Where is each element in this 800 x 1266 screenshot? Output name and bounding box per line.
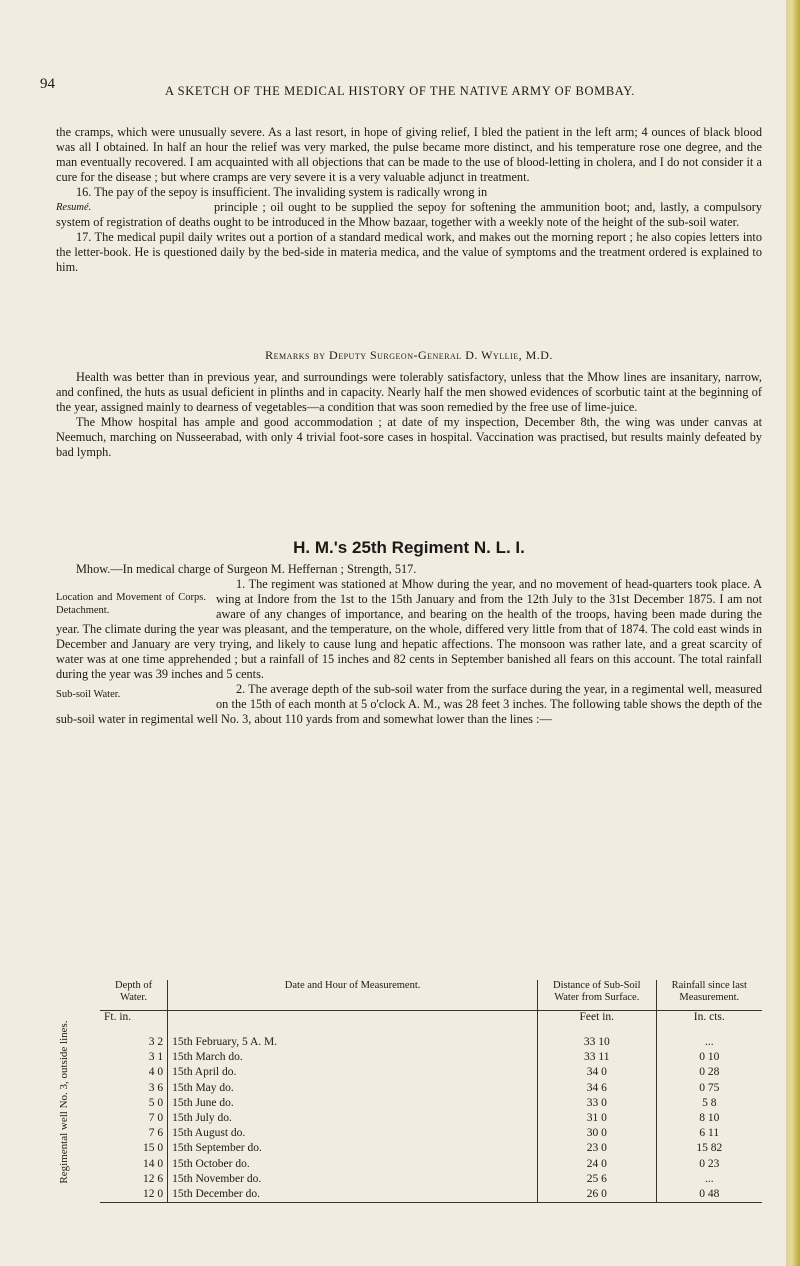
paragraph-reg-2: [56, 682, 762, 727]
body-block-regiment: [56, 562, 762, 727]
header-depth: Depth of Water.: [100, 980, 168, 1011]
table-row: [100, 1141, 762, 1156]
margin-note-resume: Resumé.: [56, 202, 92, 213]
table-row: [100, 1081, 762, 1096]
cell-depth: 12 6: [100, 1172, 168, 1187]
cell-depth: 3 1: [100, 1050, 168, 1065]
cell-rainfall: 0 75: [699, 1081, 720, 1094]
page-number: 94: [40, 76, 55, 92]
cell-depth: 3 6: [100, 1081, 168, 1096]
cell-date: 15th July do.: [168, 1111, 538, 1126]
paragraph-reg-1: [56, 577, 762, 682]
cell-rainfall: 0 23: [699, 1157, 720, 1170]
remarks-paragraph-2: The Mhow hospital has ample and good accommodation ; at date of my inspection, December 8th, the wing was under canvas at Neemuch, marching on Nusseerabad, with only 4 trivial foot-sore cases in hospital. Vaccination was practised, but results mainly defeated by bad lymph.: [56, 415, 762, 459]
cell-rainfall: 8 10: [699, 1112, 720, 1125]
cell-distance: 30 0: [538, 1126, 657, 1141]
cell-date: 15th May do.: [168, 1081, 538, 1096]
cell-distance: 25 6: [538, 1172, 657, 1187]
page-header: [40, 76, 760, 104]
cell-distance: 34 0: [538, 1065, 657, 1080]
cell-distance: 33 0: [538, 1096, 657, 1111]
subsoil-water-table: [100, 980, 762, 1207]
cell-rainfall: ...: [704, 1172, 714, 1185]
page-edge: [786, 0, 800, 1266]
cell-rainfall: 15 82: [696, 1142, 723, 1155]
table-row: [100, 1187, 762, 1203]
unit-distance: Feet in.: [538, 1011, 657, 1036]
paragraph-cramps: the cramps, which were unusually severe. As a last resort, in hope of giving relief, I bled the patient in the left arm; 4 ounces of black blood was all I obtained. In half an hour the relief was very marked, the pulse became more distinct, and his temperature rose one degree, and the man eventually recovered. I am acquainted with all objections that can be made to the use of blood-letting in cholera, and I do not consider it a cure for the disease ; but where cramps are very severe it is a very valuable adjunct in treatment.: [56, 125, 762, 184]
unit-rainfall: In. cts.: [693, 1011, 725, 1023]
cell-date: 15th September do.: [168, 1141, 538, 1156]
cell-distance: 24 0: [538, 1157, 657, 1172]
table-bottom-rule: [100, 1203, 762, 1208]
cell-rainfall: 6 11: [699, 1127, 720, 1140]
cell-rainfall: 5 8: [702, 1096, 717, 1109]
cell-date: 15th August do.: [168, 1126, 538, 1141]
cell-date: 15th February, 5 A. M.: [168, 1035, 538, 1050]
cell-rainfall: ...: [704, 1036, 714, 1048]
header-distance: Distance of Sub-Soil Water from Surface.: [538, 980, 657, 1011]
running-title: A SKETCH OF THE MEDICAL HISTORY OF THE NATIVE ARMY OF BOMBAY.: [165, 84, 635, 98]
cell-depth: 12 0: [100, 1187, 168, 1203]
paragraph-reg-1-text: 1. The regiment was stationed at Mhow during the year, and no movement of head-quarters took place. A wing at Indore from the 1st to the 15th January and from the 12th July to the 31st December 1875. I am not aware of any changes of importance, and bearing on the health of the troops, having been made during the year. The climate during the year was pleasant, and the temperature, on the whole, differed very little from that of 1874. The cold east winds in December and January are very trying, and likely to cause lung and hepatic affections. The monsoon was rather late, and a great scarcity of water was at one time apprehended ; but a rainfall of 15 inches and 82 cents in September banished all fears on this account. The total rainfall during the year was 39 inches and 5 cents.: [56, 577, 762, 681]
paragraph-16-a: 16. The pay of the sepoy is insufficient. The invaliding system is radically wrong in: [76, 185, 488, 199]
cell-rainfall: 0 48: [699, 1188, 720, 1201]
table-side-label: Regimental well No. 3, outside lines.: [58, 1020, 70, 1184]
cell-depth: 14 0: [100, 1157, 168, 1172]
margin-note-location: Location and Movement of Corps. Detachment.: [56, 592, 206, 616]
table-row: [100, 1126, 762, 1141]
header-date: Date and Hour of Measurement.: [168, 980, 538, 1011]
cell-distance: 26 0: [538, 1187, 657, 1203]
table-row: [100, 1065, 762, 1080]
body-block-remarks: [56, 370, 762, 460]
cell-rainfall: 0 28: [699, 1066, 720, 1079]
paragraph-reg-2-text: 2. The average depth of the sub-soil water from the surface during the year, in a regimental well, measured on the 15th of each month at 5 o'clock A. M., was 28 feet 3 inches. The following table shows the depth of the sub-soil water in regimental well No. 3, about 110 yards from and somewhat lower than the lines :—: [56, 682, 762, 726]
table-row: [100, 1050, 762, 1065]
margin-note-subsoil: Sub-soil Water.: [56, 689, 121, 700]
cell-date: 15th December do.: [168, 1187, 538, 1203]
paragraph-16-b: [56, 200, 762, 230]
unit-depth: Ft. in.: [100, 1011, 168, 1036]
cell-distance: 33 11: [538, 1050, 657, 1065]
cell-depth: 4 0: [100, 1065, 168, 1080]
cell-date: 15th March do.: [168, 1050, 538, 1065]
cell-distance: 33 10: [538, 1035, 657, 1050]
body-block-1: [56, 125, 762, 275]
cell-depth: 5 0: [100, 1096, 168, 1111]
paragraph-16-b-text: principle ; oil ought to be supplied the sepoy for softening the ammunition boot; and, lastly, a compulsory system of registration of deaths ought to be introduced in the Mhow bazaar, together with a weekly note of the height of the sub-soil water.: [56, 200, 762, 229]
cell-depth: 7 0: [100, 1111, 168, 1126]
table-row: [100, 1157, 762, 1172]
mhow-line: Mhow.—In medical charge of Surgeon M. Heffernan ; Strength, 517.: [76, 562, 417, 576]
table-row: [100, 1096, 762, 1111]
cell-date: 15th November do.: [168, 1172, 538, 1187]
cell-date: 15th June do.: [168, 1096, 538, 1111]
remarks-heading: Remarks by Deputy Surgeon-General D. Wyllie, M.D.: [265, 348, 553, 362]
regiment-heading: H. M.'s 25th Regiment N. L. I.: [293, 538, 525, 557]
cell-depth: 7 6: [100, 1126, 168, 1141]
cell-distance: 34 6: [538, 1081, 657, 1096]
cell-depth: 3 2: [100, 1035, 168, 1050]
cell-distance: 31 0: [538, 1111, 657, 1126]
header-rainfall: Rainfall since last Measurement.: [656, 980, 762, 1011]
table-row: [100, 1035, 762, 1050]
table-row: [100, 1111, 762, 1126]
cell-depth: 15 0: [100, 1141, 168, 1156]
cell-distance: 23 0: [538, 1141, 657, 1156]
remarks-paragraph-1: Health was better than in previous year, and surroundings were tolerably satisfactory, unless that the Mhow lines are insanitary, narrow, and confined, the huts as usual deficient in plinths and in capacity. Nearly half the men showed evidences of scorbutic taint at the beginning of the year, assigned mainly to dearness of vegetables—a condition that was soon remedied by the free use of lime-juice.: [56, 370, 762, 414]
cell-rainfall: 0 10: [699, 1051, 720, 1064]
paragraph-17: 17. The medical pupil daily writes out a portion of a standard medical work, and makes out the morning report ; he also copies letters into the letter-book. He is questioned daily by the bed-side in materia medica, and the value of symptoms and the treatment ordered is explained to him.: [56, 230, 762, 274]
table-row: [100, 1172, 762, 1187]
cell-date: 15th October do.: [168, 1157, 538, 1172]
cell-date: 15th April do.: [168, 1065, 538, 1080]
